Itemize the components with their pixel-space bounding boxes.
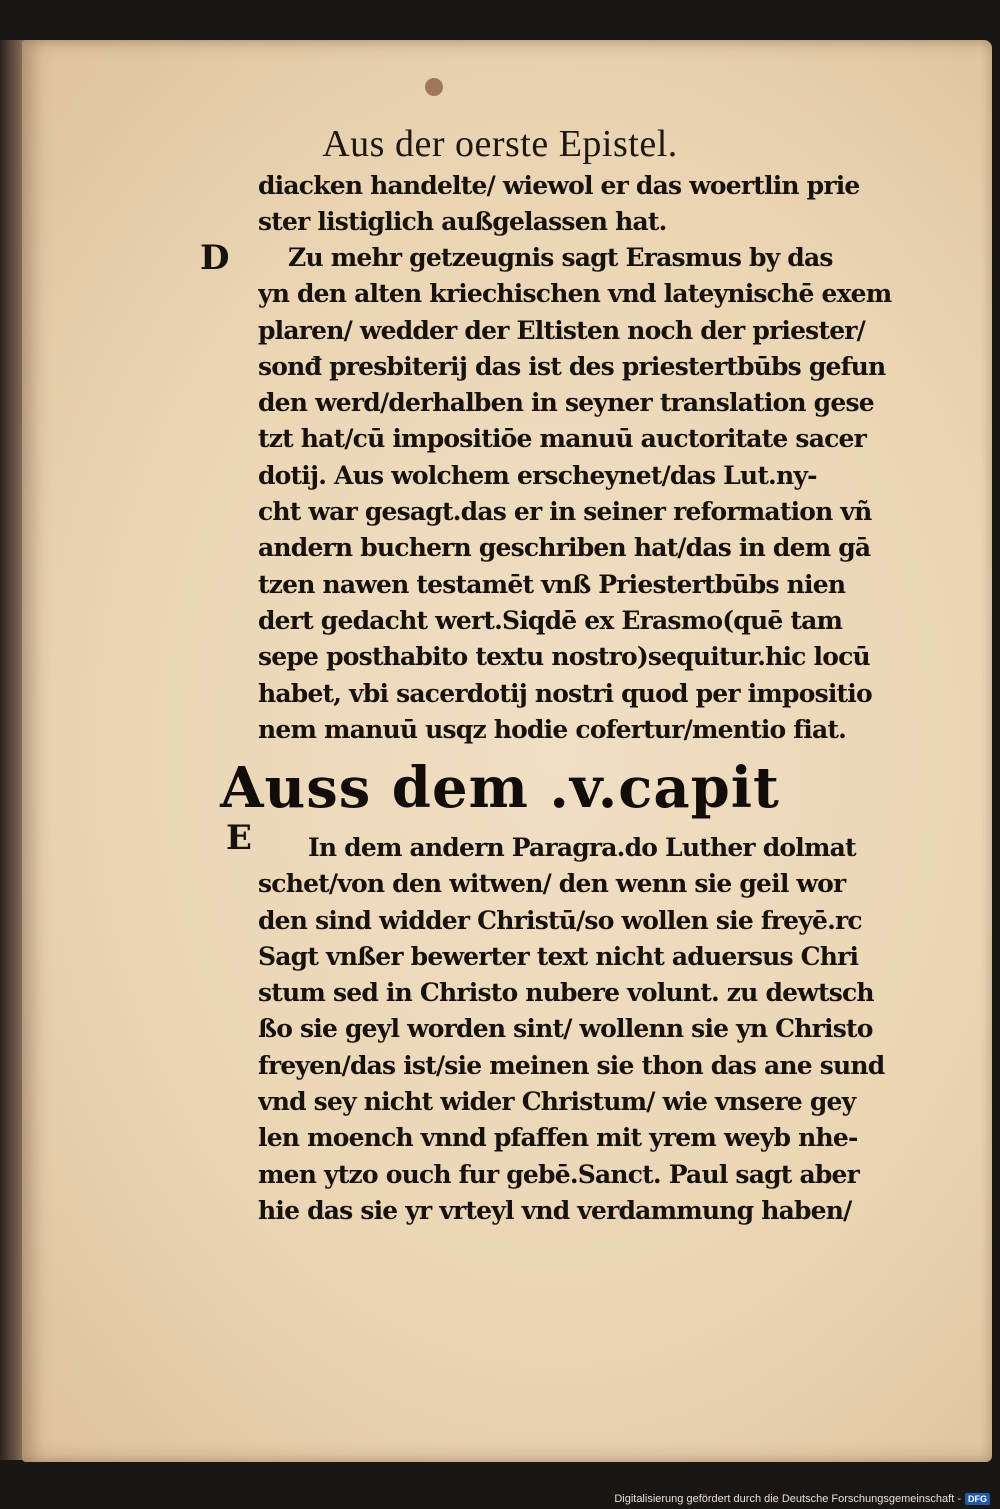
text-line: diacken handelte/ wiewol er das woertlin prie [258, 171, 860, 200]
text-line: dert gedacht wert.Siqdē ex Erasmo(quē tam [258, 605, 843, 635]
text-line: nem manuū usqz hodie cofertur/mentio fiat. [258, 714, 847, 744]
text-line: habet, vbi sacerdotij nostri quod per impositio [258, 678, 872, 708]
ink-stain [425, 78, 443, 96]
text-line: plaren/ wedder der Eltisten noch der priester/ [258, 315, 865, 345]
text-line: sepe posthabito textu nostro)sequitur.hic locū [258, 642, 870, 672]
text-line: yn den alten kriechischen vnd lateynischē exem [258, 279, 892, 309]
footer-text: Digitalisierung gefördert durch die Deutsche Forschungsgemeinschaft - [614, 1493, 961, 1505]
text-line: den sind widder Christū/so wollen sie freyē.rc [258, 905, 862, 935]
text-line: cht war gesagt.das er in seiner reformation vñ [258, 497, 872, 527]
text-line: ster listiglich außgelassen hat. [258, 207, 667, 237]
text-block-continuation [258, 168, 918, 241]
text-line: vnd sey nicht wider Christum/ wie vnsere gey [258, 1087, 856, 1117]
text-line: Sagt vnßer bewerter text nicht aduersus Chri [258, 941, 859, 971]
text-line: ßo sie geyl worden sint/ wollenn sie yn Christo [258, 1014, 873, 1044]
text-line: den werd/derhalben in seyner translation gese [258, 388, 874, 418]
text-line: freyen/das ist/sie meinen sie thon das ane sund [258, 1050, 885, 1080]
text-line: Zu mehr getzeugnis sagt Erasmus by das [288, 243, 833, 272]
text-line: hie das sie yr vrteyl vnd verdammung haben/ [258, 1195, 852, 1225]
text-line: stum sed in Christo nubere volunt. zu dewtsch [258, 978, 874, 1008]
margin-marker-e: E [226, 818, 252, 858]
text-line: len moench vnnd pfaffen mit yrem weyb nhe- [258, 1123, 858, 1153]
dfg-logo-icon: DFG [965, 1493, 990, 1505]
text-line: In dem andern Paragra.do Luther dolmat [308, 833, 856, 862]
running-header: Aus der oerste Epistel. [322, 123, 678, 165]
text-line: andern buchern geschriben hat/das in dem gā [258, 533, 871, 563]
margin-marker-d: D [200, 238, 230, 278]
text-block-e [258, 830, 918, 1229]
text-block-d [258, 240, 918, 748]
text-line: tzt hat/cū impositiōe manuū auctoritate sacer [258, 424, 867, 454]
text-line: men ytzo ouch fur gebē.Sanct. Paul sagt aber [258, 1159, 859, 1189]
chapter-heading: Auss dem .v.capit [220, 755, 780, 821]
text-line: dotij. Aus wolchem erscheynet/das Lut.ny- [258, 460, 817, 490]
text-line: schet/von den witwen/ den wenn sie geil wor [258, 869, 846, 899]
footer-credit [614, 1493, 990, 1505]
text-line: tzen nawen testamēt vnß Priestertbūbs nien [258, 569, 846, 599]
text-line: sonđ presbiterij das ist des priestertbūbs gefun [258, 351, 886, 381]
